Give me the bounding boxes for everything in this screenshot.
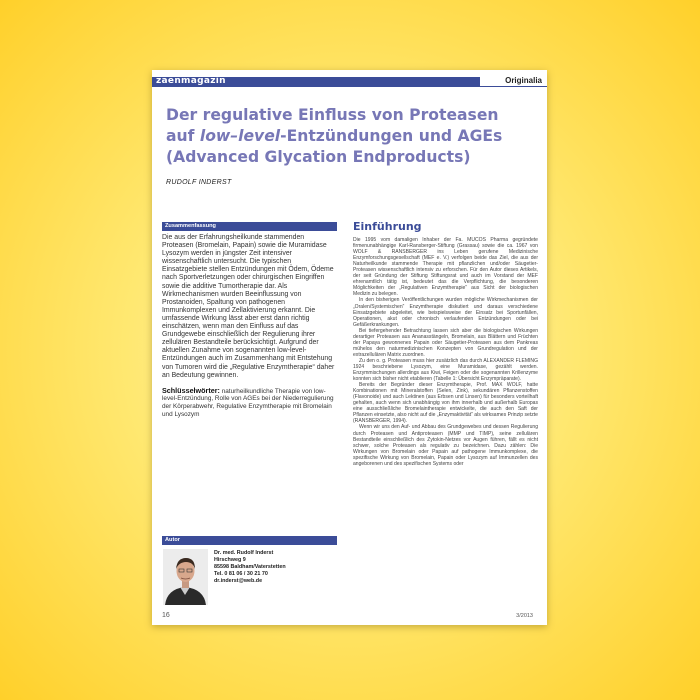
author-detail-phone: Tel. 0 81 06 / 30 21 70 [214,570,268,577]
title-line-3: (Advanced Glycation Endproducts) [166,148,471,166]
summary-text: Die aus der Erfahrungsheilkunde stammenden Proteasen (Bromelain, Papain) sowie die Muramidase Lysozym werden in jüngster Zeit intensiver wissenschaftlich untersucht. Die typischen Einsatzgebiete stellen Entzündungen mit Ödem, Ödeme nach Sportverletzungen oder chirurgischen Eingriffen sowie die additive Tumortherapie dar. Als Wirkmechanismen wurden Beeinflussung von Prostanoiden, Spaltung von pathogenen Immunkomplexen und Zellaktivierung erkannt. Die umfassende Wirkung lässt aber erst dann richtig einschätzen, wenn man den Einfluss auf das Grundgewebe einschließlich der Regulierung ihrer zellulären Bestandteile berücksichtigt. Aufgrund der aktuellen Zunahme von sogenannten low-level-Entzündungen auch im Zusammenhang mit Entstehung von Tumoren wird die „Regulative Enzymtherapie“ daher an Bedeutung gewinnen. [162,234,335,379]
magazine-name: zaenmagazin [156,76,226,86]
author-detail-email: dr.inderst@web.de [214,577,263,584]
intro-heading: Einführung [353,220,422,233]
body-paragraph: Bei tiefergehender Betrachtung lassen sich aber die biologischen Wirkungen derartiger Proteasen aus Ananasstängeln, Bromelain, aus Blättern und Früchten der Papaya gewonnenes Papain oder Säugetier-Proteasen aus dem Pankreas mühelos den naturmedizinischen Konzepten von Grundregulation und der extrazellulären Matrix zuordnen. [353,327,538,358]
author-byline: RUDOLF INDERST [166,179,232,186]
right-column [353,222,538,467]
body-text [353,237,538,467]
title-line-2-prefix: auf [166,127,200,145]
title-line-2-italic: low–level [199,127,281,145]
page-number: 16 [162,612,170,619]
section-label: Originalia [505,76,542,85]
author-detail-street: Hirschweg 9 [214,556,246,563]
keywords-label: Schlüsselwörter: [162,385,220,395]
header-rule [480,86,547,87]
title-line-1: Der regulative Einfluss von Proteasen [166,106,499,124]
author-detail-city: 85598 Baldham/Vaterstetten [214,563,286,570]
magazine-page [152,70,547,625]
left-column [162,222,337,419]
author-heading: Autor [162,536,337,545]
keywords [162,387,337,419]
body-paragraph: In den bisherigen Veröffentlichungen wurden mögliche Wirkmechanismen der „Oralen/Systemischen“ Enzymtherapie diskutiert und daraus verschiedene Einsatzgebiete abgeleitet, wie beispielsweise der Einsatz bei Sportunfällen, Operationen, akut oder chronisch verlaufenden Entzündungen oder bei Gefäßerkrankungen. [353,297,538,328]
issue-number: 3/2013 [516,613,533,619]
author-photo [163,549,208,605]
author-box [162,536,337,584]
author-detail-name: Dr. med. Rudolf Inderst [214,550,274,556]
magazine-header-bar [152,77,480,87]
body-paragraph: Bereits der Begründer dieser Enzymtherapie, Prof. MAX WOLF, hatte Kombinationen mit Mineralstoffen (Selen, Zink), sekundären Pflanzenstoffen (Flavonoide) und auch Lektinen (aus Erbsen und Linsen) für besonders vorteilhaft gehalten, auch wenn sich unabhängig von ihm innerhalb und außerhalb Europas eine ausschließliche Bromelaintherapie entwickelte, die auch den Saft der Pflanzen einsetzte, also nicht auf die „Enzymaktivität“ als wirksames Prinzip setzte (RANSBERGER, 1994). [353,382,538,425]
body-paragraph: Die 1995 vom damaligen Inhaber der Fa. MUCOS Pharma gegründete firmenunabhängige Karl-Ransberger-Stiftung (Grassau) sowie die ca. 1967 von WOLF & RANSBERGER ins Leben gerufene Medizinische Enzymforschungsgesellschaft (MEF e. V.) verfolgen beide das Ziel, die aus der Naturheilkunde stammende Therapie mit pflanzlichen und/oder Säugetier-Proteasen wissenschaftlich intensiv zu erforschen. Für den Autor dieses Artikels, der seit Gründung der Stiftung Stiftungsrat und auch im Vorstand der MEF ehrenamtlich tätig ist, bedeutet das die Verpflichtung, die besonderen Möglichkeiten der „Regulativen Enzymtherapie“ aus Sicht der biologischen Medizin zu belegen. [353,237,538,298]
body-paragraph: Wenn wir uns den Auf- und Abbau des Grundgewebes und dessen Regulierung durch Proteasen und Antiproteasen (MMP und TIMP), seine zellulären Bestandteile einschließlich des Zytokin-Netzes vor Augen führen, fällt es nicht schwer, solche Proteasen als regulativ zu bezeichnen. Dazu zählen: Die Wirkungen von Bromelain oder Papain auf pathogene Immunkomplexe, die spezifische Wirkung von Bromelain, Papain oder Lysozym auf Immunzellen des angeborenen und des spezifischen Systems oder [353,424,538,467]
article-title [166,105,536,168]
title-line-2-suffix: -Entzündungen und AGEs [280,127,503,145]
author-portrait-icon [163,549,208,605]
summary-heading: Zusammenfassung [162,222,337,231]
keywords-text: naturheilkundliche Therapie von low-level-Entzündung, Rolle von AGEs bei der Niederregulierung der Körperabwehr, Regulative Enzymtherapie mit Bromelain und Lysozym [162,387,334,418]
body-paragraph: Zu den o. g. Proteasen muss hier zusätzlich das durch ALEXANDER FLEMING 1924 beschriebene Lysozym, eine Muramidase, gezählt werden. Enzymmischungen allerdings aus Kiwi, Feigen oder die sogenannten Krillenzyme konnten sich bisher nicht etablieren (Tabelle 1: Übersicht Enzympräparate). [353,357,538,383]
author-details [214,550,286,585]
